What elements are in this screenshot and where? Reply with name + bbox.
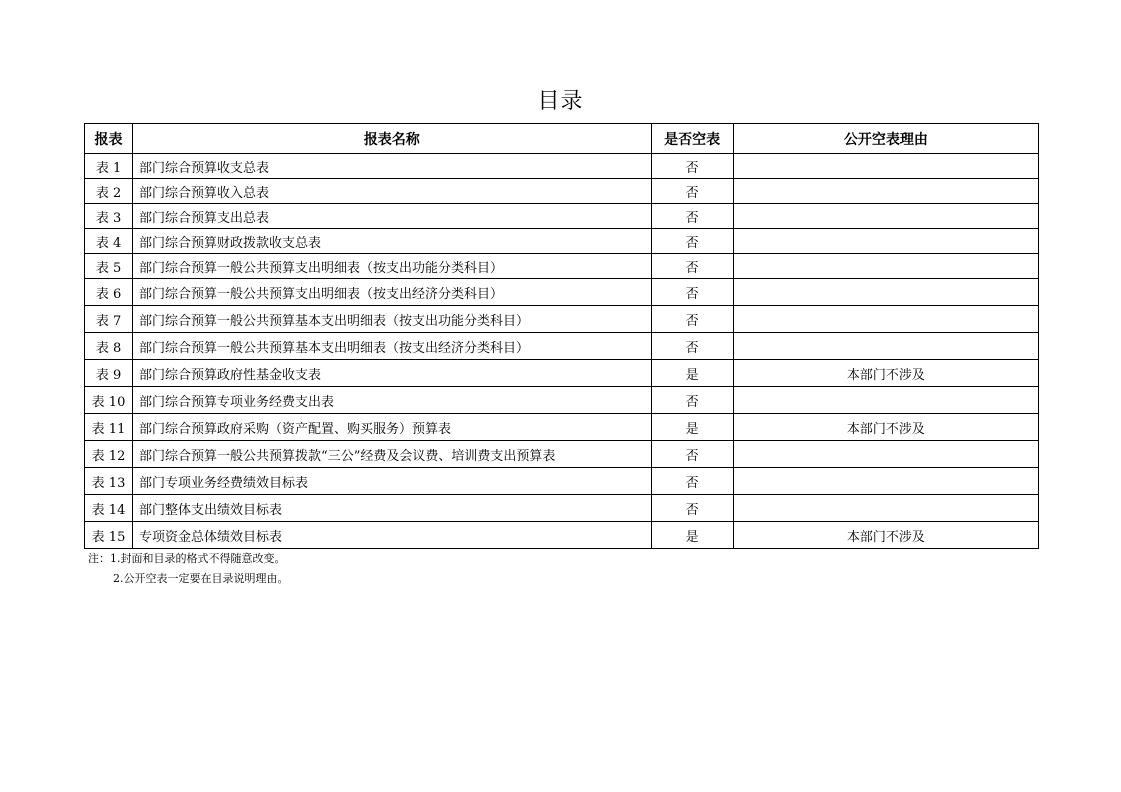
- table-row: [85, 441, 1039, 468]
- cell-empty-reason: [733, 154, 1038, 179]
- table-row: [85, 229, 1039, 254]
- cell-report-name: 部门专项业务经费绩效目标表: [133, 468, 652, 495]
- table-row: [85, 333, 1039, 360]
- cell-empty-reason: [733, 279, 1038, 306]
- cell-empty-reason: [733, 179, 1038, 204]
- cell-empty-reason: [733, 229, 1038, 254]
- cell-report-no: 表 12: [85, 441, 133, 468]
- cell-empty-reason: 本部门不涉及: [733, 360, 1038, 387]
- cell-is-empty: 否: [651, 254, 733, 279]
- cell-is-empty: 是: [651, 522, 733, 549]
- table-row: [85, 154, 1039, 179]
- cell-empty-reason: [733, 468, 1038, 495]
- cell-is-empty: 否: [651, 279, 733, 306]
- cell-report-name: 部门综合预算一般公共预算支出明细表（按支出经济分类科目）: [133, 279, 652, 306]
- table-body: [85, 154, 1039, 549]
- cell-report-no: 表 2: [85, 179, 133, 204]
- cell-report-name: 部门综合预算财政拨款收支总表: [133, 229, 652, 254]
- cell-report-no: 表 13: [85, 468, 133, 495]
- cell-empty-reason: 本部门不涉及: [733, 414, 1038, 441]
- cell-report-name: 部门综合预算一般公共预算基本支出明细表（按支出功能分类科目）: [133, 306, 652, 333]
- note-line-1: 注：1.封面和目录的格式不得随意改变。: [88, 552, 286, 565]
- cell-empty-reason: [733, 333, 1038, 360]
- cell-is-empty: 否: [651, 154, 733, 179]
- cell-report-name: 部门综合预算收支总表: [133, 154, 652, 179]
- table-row: [85, 522, 1039, 549]
- header-report-name: 报表名称: [133, 124, 652, 154]
- cell-report-name: 部门综合预算一般公共预算支出明细表（按支出功能分类科目）: [133, 254, 652, 279]
- cell-report-name: 部门整体支出绩效目标表: [133, 495, 652, 522]
- cell-empty-reason: [733, 495, 1038, 522]
- cell-report-name: 部门综合预算政府采购（资产配置、购买服务）预算表: [133, 414, 652, 441]
- table-row: [85, 279, 1039, 306]
- cell-is-empty: 否: [651, 495, 733, 522]
- table-row: [85, 306, 1039, 333]
- cell-report-no: 表 6: [85, 279, 133, 306]
- table-row: [85, 179, 1039, 204]
- note-line-2: 2.公开空表一定要在目录说明理由。: [113, 572, 289, 585]
- toc-table: [84, 123, 1039, 549]
- cell-report-name: 部门综合预算政府性基金收支表: [133, 360, 652, 387]
- header-report: 报表: [85, 124, 133, 154]
- table-row: [85, 204, 1039, 229]
- table-row: [85, 495, 1039, 522]
- cell-report-name: 部门综合预算支出总表: [133, 204, 652, 229]
- header-is-empty: 是否空表: [651, 124, 733, 154]
- table-row: [85, 254, 1039, 279]
- cell-is-empty: 否: [651, 333, 733, 360]
- cell-report-name: 部门综合预算一般公共预算基本支出明细表（按支出经济分类科目）: [133, 333, 652, 360]
- cell-report-no: 表 7: [85, 306, 133, 333]
- cell-is-empty: 否: [651, 468, 733, 495]
- cell-report-no: 表 9: [85, 360, 133, 387]
- cell-is-empty: 否: [651, 306, 733, 333]
- cell-empty-reason: 本部门不涉及: [733, 522, 1038, 549]
- table-row: [85, 360, 1039, 387]
- table-row: [85, 414, 1039, 441]
- cell-empty-reason: [733, 306, 1038, 333]
- cell-report-no: 表 1: [85, 154, 133, 179]
- notes: [88, 549, 289, 589]
- cell-report-name: 部门综合预算收入总表: [133, 179, 652, 204]
- cell-report-no: 表 5: [85, 254, 133, 279]
- header-empty-reason: 公开空表理由: [733, 124, 1038, 154]
- page-title: 目录: [537, 89, 584, 114]
- cell-is-empty: 是: [651, 360, 733, 387]
- cell-report-no: 表 8: [85, 333, 133, 360]
- cell-report-no: 表 15: [85, 522, 133, 549]
- table-row: [85, 387, 1039, 414]
- cell-report-no: 表 11: [85, 414, 133, 441]
- cell-report-no: 表 3: [85, 204, 133, 229]
- cell-report-name: 专项资金总体绩效目标表: [133, 522, 652, 549]
- cell-empty-reason: [733, 441, 1038, 468]
- cell-is-empty: 否: [651, 441, 733, 468]
- cell-is-empty: 否: [651, 229, 733, 254]
- cell-report-name: 部门综合预算专项业务经费支出表: [133, 387, 652, 414]
- cell-report-no: 表 4: [85, 229, 133, 254]
- cell-empty-reason: [733, 254, 1038, 279]
- table-header-row: [85, 124, 1039, 154]
- cell-is-empty: 否: [651, 179, 733, 204]
- cell-is-empty: 是: [651, 414, 733, 441]
- cell-report-no: 表 10: [85, 387, 133, 414]
- cell-is-empty: 否: [651, 204, 733, 229]
- cell-empty-reason: [733, 387, 1038, 414]
- cell-report-name: 部门综合预算一般公共预算拨款“三公”经费及会议费、培训费支出预算表: [133, 441, 652, 468]
- cell-report-no: 表 14: [85, 495, 133, 522]
- cell-empty-reason: [733, 204, 1038, 229]
- table-row: [85, 468, 1039, 495]
- cell-is-empty: 否: [651, 387, 733, 414]
